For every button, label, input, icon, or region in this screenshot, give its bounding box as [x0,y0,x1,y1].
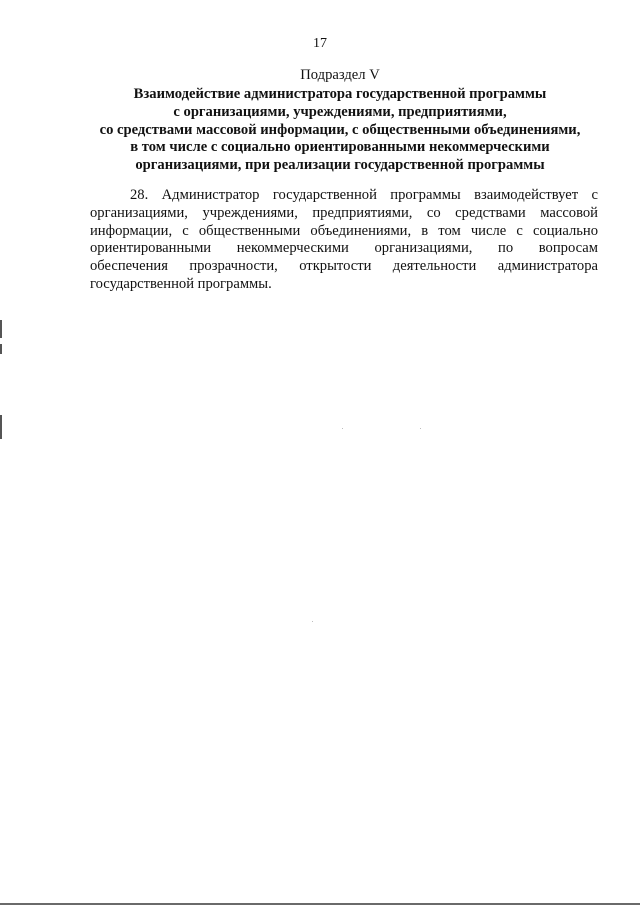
scan-edge-mark [0,344,2,354]
subsection-title: Подраздел V [300,67,380,83]
heading-line: со средствами массовой информации, с общественными объединениями, [99,121,581,138]
paragraph-28 [90,187,598,294]
paragraph-line: обеспечения прозрачности, открытости деятельности администратора [90,258,598,275]
page-number: 17 [313,36,327,51]
paragraph-line: информации, с общественными объединениями, в том числе с социально [90,222,598,239]
paragraph-line: организациями, учреждениями, предприятиями, со средствами массовой [90,204,598,221]
scan-speck [312,621,313,622]
paragraph-line: ориентированными некоммерческими организациями, по вопросам [90,240,598,257]
heading-line: Взаимодействие администратора государственной программы [133,86,547,102]
scan-edge-mark [0,415,2,439]
scan-speck [420,428,421,429]
section-heading [70,86,610,175]
paragraph-line: 28. Администратор государственной программы взаимодействует с [130,187,598,203]
scan-edge-mark [0,320,2,338]
subsection-label [70,67,610,85]
scan-speck [342,428,343,429]
heading-line: организациями, при реализации государственной программы [135,157,545,174]
paragraph-line: государственной программы. [90,275,272,292]
heading-line: с организациями, учреждениями, предприятиями, [173,103,507,120]
heading-line: в том числе с социально ориентированными некоммерческими [130,139,550,156]
